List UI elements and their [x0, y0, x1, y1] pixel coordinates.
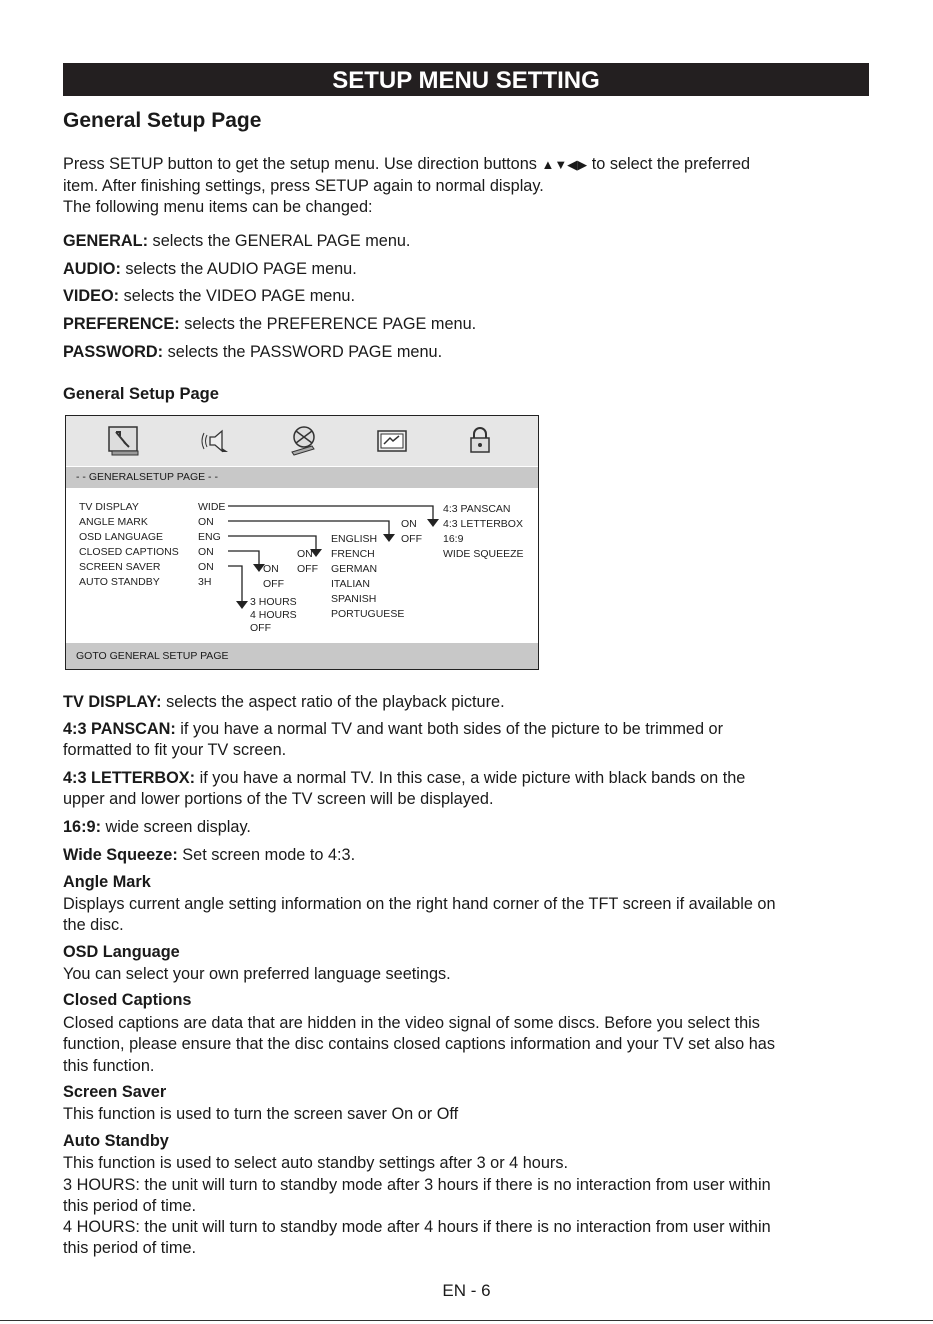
heading-screen-saver: Screen Saver: [63, 1083, 167, 1101]
audio-icon: [198, 424, 234, 458]
label-tv-display: TV DISPLAY: [79, 501, 139, 513]
value-angle-mark: ON: [198, 516, 214, 528]
def-16-9: 16:9: wide screen display.: [63, 818, 251, 836]
value-tv-display: WIDE: [198, 501, 226, 513]
lang-spanish: SPANISH: [331, 593, 377, 605]
heading-angle-mark: Angle Mark: [63, 873, 151, 891]
menu-icon-bar: [66, 416, 538, 466]
angle-option-on: ON: [401, 518, 417, 530]
menu-page-title: - - GENERALSETUP PAGE - -: [66, 467, 538, 488]
captions-text-1: Closed captions are data that are hidden in the video signal of some discs. Before you select this: [63, 1014, 760, 1032]
saver-text-1: This function is used to turn the screen saver On or Off: [63, 1105, 459, 1123]
menu-footer: GOTO GENERAL SETUP PAGE: [66, 643, 538, 669]
label-auto-standby: AUTO STANDBY: [79, 576, 160, 588]
angle-text-2: the disc.: [63, 916, 124, 934]
setup-menu-diagram: [65, 415, 539, 670]
heading-closed-captions: Closed Captions: [63, 991, 192, 1009]
value-auto-standby: 3H: [198, 576, 212, 588]
angle-text-1: Displays current angle setting information on the right hand corner of the TFT screen if available on: [63, 895, 776, 913]
intro-line-1: Press SETUP button to get the setup menu. Use direction buttons ▲▼◀▶ to select the preferred: [63, 155, 751, 173]
label-angle-mark: ANGLE MARK: [79, 516, 148, 528]
def-wide-squeeze: Wide Squeeze: Set screen mode to 4:3.: [63, 846, 356, 864]
standby-text-5: this period of time.: [63, 1239, 197, 1257]
video-icon: [286, 424, 322, 458]
menu-item-preference: PREFERENCE: selects the PREFERENCE PAGE menu.: [63, 315, 477, 333]
label-closed-captions: CLOSED CAPTIONS: [79, 546, 179, 558]
osd-text-1: You can select your own preferred language seetings.: [63, 965, 451, 983]
standby-text-4: 4 HOURS: the unit will turn to standby mode after 4 hours if there is no interaction from user within: [63, 1218, 771, 1236]
direction-arrows-icon: ▲▼◀▶: [541, 157, 588, 172]
option-16-9: 16:9: [443, 533, 464, 545]
lang-english: ENGLISH: [331, 533, 378, 545]
heading-auto-standby: Auto Standby: [63, 1132, 169, 1150]
def-panscan-cont: formatted to fit your TV screen.: [63, 741, 287, 759]
captions-text-2: function, please ensure that the disc contains closed captions information and your TV set also has: [63, 1035, 775, 1053]
def-panscan: 4:3 PANSCAN: if you have a normal TV and want both sides of the picture to be trimmed or: [63, 720, 723, 738]
lang-french: FRENCH: [331, 548, 375, 560]
saver-option-off: OFF: [263, 578, 284, 590]
page-banner: SETUP MENU SETTING: [63, 63, 869, 96]
preference-icon: [374, 424, 410, 458]
standby-text-2: 3 HOURS: the unit will turn to standby mode after 3 hours if there is no interaction from user within: [63, 1176, 771, 1194]
angle-option-off: OFF: [401, 533, 422, 545]
menu-item-video: VIDEO: selects the VIDEO PAGE menu.: [63, 287, 355, 305]
standby-4-hours: 4 HOURS: [250, 609, 297, 621]
general-icon: [106, 424, 142, 458]
standby-text-3: this period of time.: [63, 1197, 197, 1215]
saver-option-on: ON: [263, 563, 279, 575]
option-wide-squeeze: WIDE SQUEEZE: [443, 548, 524, 560]
captions-text-3: this function.: [63, 1057, 155, 1075]
standby-3-hours: 3 HOURS: [250, 596, 297, 608]
intro-line-2: item. After finishing settings, press SETUP again to normal display.: [63, 177, 544, 195]
label-screen-saver: SCREEN SAVER: [79, 561, 161, 573]
def-letterbox-cont: upper and lower portions of the TV screen will be displayed.: [63, 790, 494, 808]
menu-item-password: PASSWORD: selects the PASSWORD PAGE menu.: [63, 343, 443, 361]
lang-german: GERMAN: [331, 563, 378, 575]
standby-off: OFF: [250, 622, 271, 634]
password-icon: [462, 424, 498, 458]
option-panscan: 4:3 PANSCAN: [443, 503, 511, 515]
menu-item-general: GENERAL: selects the GENERAL PAGE menu.: [63, 232, 411, 250]
section-title: General Setup Page: [63, 109, 262, 132]
option-letterbox: 4:3 LETTERBOX: [443, 518, 523, 530]
standby-text-1: This function is used to select auto standby settings after 3 or 4 hours.: [63, 1154, 568, 1172]
def-tv-display: TV DISPLAY: selects the aspect ratio of the playback picture.: [63, 693, 505, 711]
intro-line-3: The following menu items can be changed:: [63, 198, 373, 216]
caption-option-off: OFF: [297, 563, 318, 575]
value-osd-language: ENG: [198, 531, 221, 543]
label-osd-language: OSD LANGUAGE: [79, 531, 164, 543]
def-letterbox: 4:3 LETTERBOX: if you have a normal TV. In this case, a wide picture with black bands on the: [63, 769, 746, 787]
value-closed-captions: ON: [198, 546, 214, 558]
menu-body: [66, 488, 538, 643]
value-screen-saver: ON: [198, 561, 214, 573]
lang-portuguese: PORTUGUESE: [331, 608, 405, 620]
lang-italian: ITALIAN: [331, 578, 370, 590]
heading-osd-language: OSD Language: [63, 943, 180, 961]
bottom-rule: [0, 1320, 933, 1321]
diagram-title: General Setup Page: [63, 385, 219, 403]
menu-item-audio: AUDIO: selects the AUDIO PAGE menu.: [63, 260, 357, 278]
page-number: EN - 6: [442, 1281, 491, 1300]
caption-option-on: ON: [297, 548, 313, 560]
